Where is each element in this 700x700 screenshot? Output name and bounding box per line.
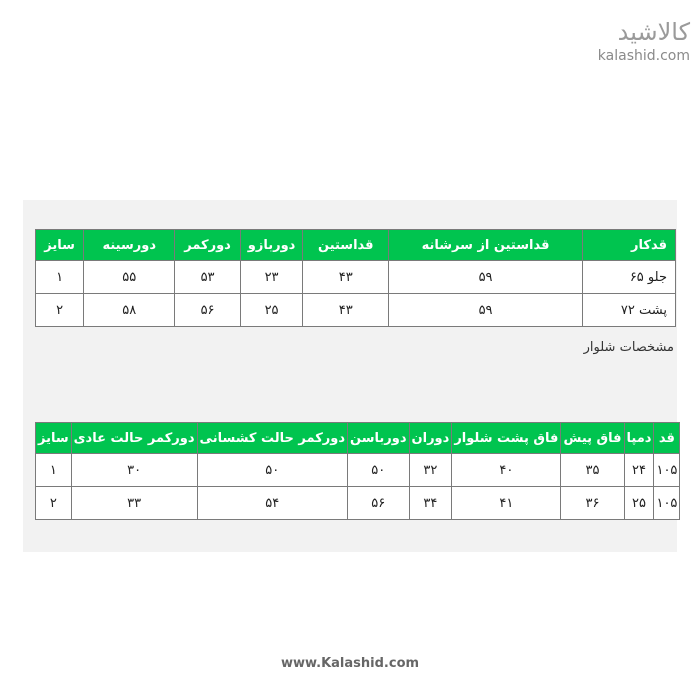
header-cell: سایز [36, 423, 72, 454]
table-cell: ۲۳ [240, 261, 302, 294]
footer-url: www.Kalashid.com [280, 656, 420, 671]
table-cell: ۵۰ [197, 454, 347, 487]
table-cell: ۵۵ [84, 261, 175, 294]
table-cell: ۲۴ [624, 454, 654, 487]
logo-latin: kalashid.com [597, 48, 690, 64]
header-cell: دورسینه [84, 230, 175, 261]
table-cell: جلو ۶۵ [582, 261, 675, 294]
brand-logo [598, 18, 690, 64]
table-cell: ۲ [36, 294, 84, 327]
table-cell: ۵۰ [348, 454, 409, 487]
header-cell: قدکار [582, 230, 675, 261]
table-cell: ۵۸ [84, 294, 175, 327]
table-cell: ۴۰ [452, 454, 561, 487]
table-cell: ۱۰۵ [654, 454, 680, 487]
table-row [36, 487, 680, 520]
table-cell: ۵۶ [348, 487, 409, 520]
table-cell: ۵۳ [175, 261, 241, 294]
header-cell: دوران [409, 423, 452, 454]
header-cell: فاق پشت شلوار [452, 423, 561, 454]
table-cell: ۴۳ [303, 261, 389, 294]
table-cell: ۳۳ [71, 487, 197, 520]
header-cell: دورکمر حالت عادی [71, 423, 197, 454]
header-cell: قد [654, 423, 680, 454]
header-cell: دورکمر [175, 230, 241, 261]
trousers-caption: مشخصات شلوار [583, 340, 674, 355]
header-cell: قداستین از سرشانه [389, 230, 583, 261]
header-cell: دمپا [624, 423, 654, 454]
trousers-size-table [35, 422, 680, 520]
table-header-row [36, 230, 676, 261]
table-cell: پشت ۷۲ [582, 294, 675, 327]
table-cell: ۳۵ [561, 454, 624, 487]
header-cell: فاق پیش [561, 423, 624, 454]
table-cell: ۳۰ [71, 454, 197, 487]
table-cell: ۵۴ [197, 487, 347, 520]
header-cell: سایز [36, 230, 84, 261]
table-cell: ۴۳ [303, 294, 389, 327]
top-size-table [35, 229, 676, 327]
table-cell: ۳۲ [409, 454, 452, 487]
table-cell: ۱۰۵ [654, 487, 680, 520]
table-row [36, 261, 676, 294]
header-cell: دورباسن [348, 423, 409, 454]
table-cell: ۵۶ [175, 294, 241, 327]
header-cell: دوربازو [240, 230, 302, 261]
table-row [36, 454, 680, 487]
table-cell: ۲۵ [240, 294, 302, 327]
table-cell: ۴۱ [452, 487, 561, 520]
logo-persian: کالاشید [617, 18, 690, 46]
table-cell: ۱ [36, 261, 84, 294]
table-cell: ۵۹ [389, 294, 583, 327]
table-cell: ۳۶ [561, 487, 624, 520]
header-cell: قداستین [303, 230, 389, 261]
table-row [36, 294, 676, 327]
table-header-row [36, 423, 680, 454]
table-cell: ۳۴ [409, 487, 452, 520]
table-cell: ۵۹ [389, 261, 583, 294]
table-cell: ۲۵ [624, 487, 654, 520]
table-cell: ۲ [36, 487, 72, 520]
header-cell: دورکمر حالت کشسانی [197, 423, 347, 454]
table-cell: ۱ [36, 454, 72, 487]
